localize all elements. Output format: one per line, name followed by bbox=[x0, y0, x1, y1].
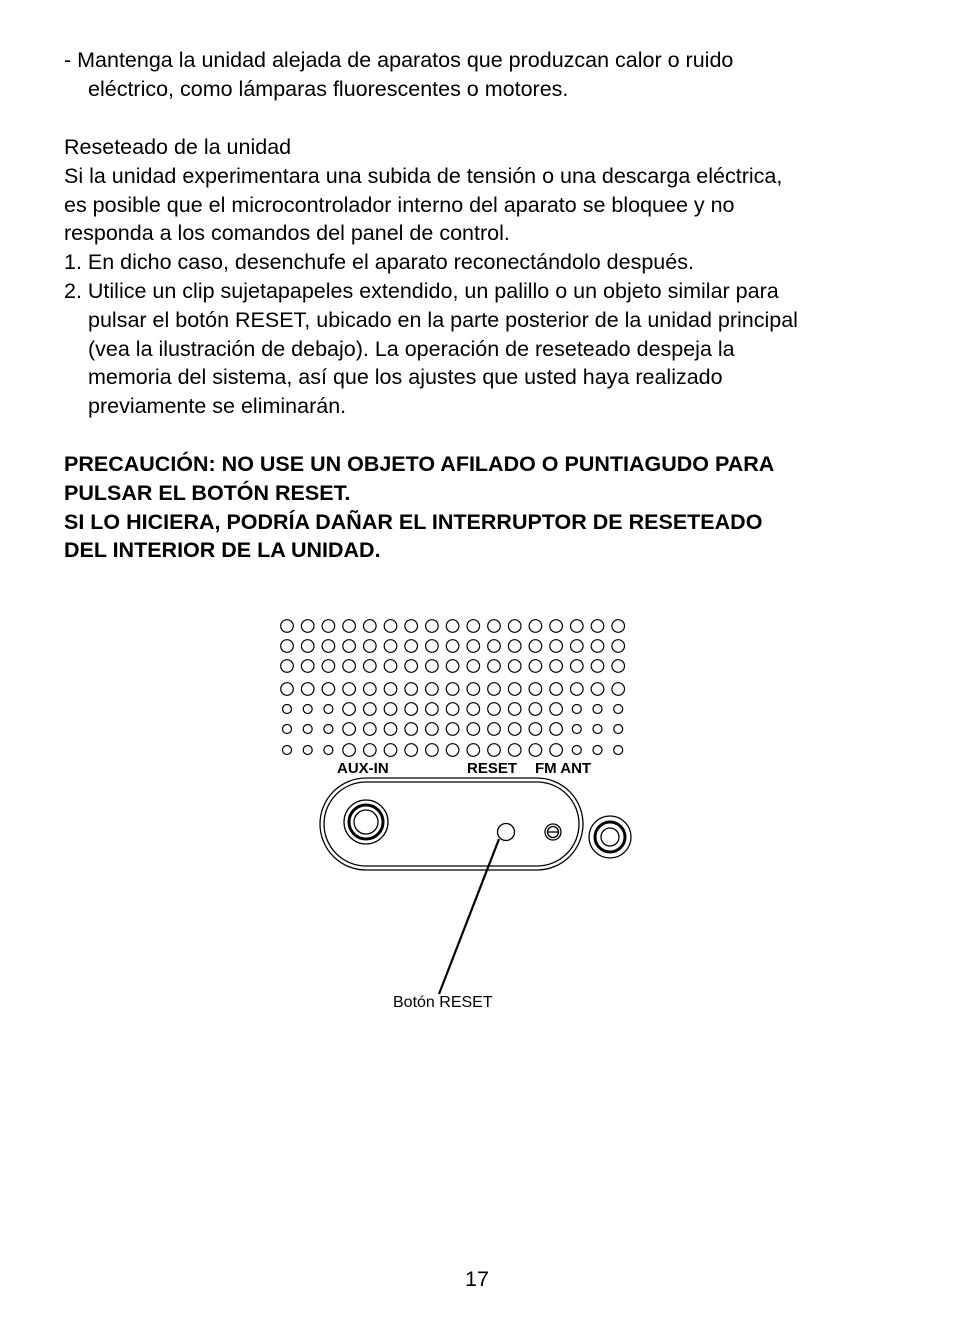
grille-hole bbox=[488, 703, 501, 716]
grille-hole bbox=[283, 705, 292, 714]
grille-hole bbox=[467, 703, 480, 716]
reset-paragraph-line: es posible que el microcontrolador interno del aparato se bloquee y no bbox=[64, 193, 735, 217]
grille-hole bbox=[446, 660, 459, 673]
grille-hole bbox=[572, 705, 581, 714]
grille-hole bbox=[343, 703, 356, 716]
grille-hole bbox=[508, 640, 521, 653]
grille-hole bbox=[529, 660, 542, 673]
grille-hole bbox=[467, 683, 480, 696]
reset-label: RESET bbox=[467, 760, 518, 777]
step-2-line: memoria del sistema, así que los ajustes que usted haya realizado bbox=[88, 365, 723, 389]
grille-hole bbox=[467, 640, 480, 653]
reset-callout-label: Botón RESET bbox=[393, 994, 493, 1011]
speaker-grille bbox=[281, 620, 625, 757]
grille-hole bbox=[426, 723, 439, 736]
grille-hole bbox=[405, 703, 418, 716]
grille-hole bbox=[384, 723, 397, 736]
reset-paragraph-line: responda a los comandos del panel de control. bbox=[64, 221, 510, 245]
step-2-line: pulsar el botón RESET, ubicado en la parte posterior de la unidad principal bbox=[88, 308, 798, 332]
grille-hole bbox=[426, 640, 439, 653]
caution-line: SI LO HICIERA, PODRÍA DAÑAR EL INTERRUPTOR DE RESETEADO bbox=[64, 510, 763, 534]
grille-hole bbox=[612, 640, 625, 653]
grille-hole bbox=[572, 725, 581, 734]
grille-hole bbox=[343, 620, 356, 633]
grille-hole bbox=[364, 660, 377, 673]
grille-hole bbox=[508, 620, 521, 633]
step-2-line: previamente se eliminarán. bbox=[88, 394, 347, 418]
grille-hole bbox=[550, 703, 563, 716]
grille-hole bbox=[488, 723, 501, 736]
grille-hole bbox=[364, 744, 377, 757]
grille-hole bbox=[283, 725, 292, 734]
caution-line: PULSAR EL BOTÓN RESET. bbox=[64, 481, 351, 505]
grille-hole bbox=[488, 660, 501, 673]
grille-hole bbox=[281, 640, 294, 653]
grille-hole bbox=[467, 744, 480, 757]
step-2-line: 2. Utilice un clip sujetapapeles extendido, un palillo o un objeto similar para bbox=[64, 279, 779, 303]
grille-hole bbox=[488, 620, 501, 633]
grille-hole bbox=[488, 683, 501, 696]
grille-hole bbox=[529, 723, 542, 736]
grille-hole bbox=[612, 620, 625, 633]
step-1: 1. En dicho caso, desenchufe el aparato reconectándolo después. bbox=[64, 250, 694, 274]
grille-hole bbox=[550, 640, 563, 653]
reset-heading: Reseteado de la unidad bbox=[64, 135, 292, 159]
grille-hole bbox=[426, 744, 439, 757]
grille-hole bbox=[446, 723, 459, 736]
grille-hole bbox=[572, 746, 581, 755]
grille-hole bbox=[550, 723, 563, 736]
grille-hole bbox=[324, 705, 333, 714]
grille-hole bbox=[467, 620, 480, 633]
grille-hole bbox=[343, 723, 356, 736]
grille-hole bbox=[508, 683, 521, 696]
grille-hole bbox=[426, 620, 439, 633]
grille-hole bbox=[405, 683, 418, 696]
grille-hole bbox=[426, 660, 439, 673]
grille-hole bbox=[571, 640, 584, 653]
grille-hole bbox=[384, 744, 397, 757]
grille-hole bbox=[384, 703, 397, 716]
aux-in-label: AUX-IN bbox=[337, 760, 389, 777]
fm-ant-screw bbox=[545, 824, 561, 840]
grille-hole bbox=[405, 723, 418, 736]
grille-hole bbox=[571, 660, 584, 673]
grille-hole bbox=[550, 683, 563, 696]
grille-hole bbox=[384, 683, 397, 696]
intro-line-1: - Mantenga la unidad alejada de aparatos que produzcan calor o ruido bbox=[64, 48, 734, 72]
grille-hole bbox=[446, 640, 459, 653]
fm-ant-connector bbox=[589, 816, 631, 858]
grille-hole bbox=[364, 723, 377, 736]
grille-hole bbox=[614, 705, 623, 714]
grille-hole bbox=[529, 703, 542, 716]
grille-hole bbox=[591, 683, 604, 696]
grille-hole bbox=[303, 725, 312, 734]
rear-panel-diagram bbox=[270, 605, 650, 1025]
grille-hole bbox=[364, 683, 377, 696]
reset-button-hole[interactable] bbox=[498, 824, 515, 841]
grille-hole bbox=[301, 660, 314, 673]
grille-hole bbox=[591, 660, 604, 673]
caution-line: DEL INTERIOR DE LA UNIDAD. bbox=[64, 538, 381, 562]
grille-hole bbox=[281, 620, 294, 633]
grille-hole bbox=[612, 683, 625, 696]
caution-line: PRECAUCIÓN: NO USE UN OBJETO AFILADO O PUNTIAGUDO PARA bbox=[64, 452, 775, 476]
grille-hole bbox=[343, 660, 356, 673]
grille-hole bbox=[550, 660, 563, 673]
grille-hole bbox=[593, 705, 602, 714]
grille-hole bbox=[426, 703, 439, 716]
grille-hole bbox=[405, 620, 418, 633]
grille-hole bbox=[529, 744, 542, 757]
grille-hole bbox=[508, 660, 521, 673]
grille-hole bbox=[364, 640, 377, 653]
grille-hole bbox=[488, 640, 501, 653]
grille-hole bbox=[426, 683, 439, 696]
grille-hole bbox=[467, 660, 480, 673]
grille-hole bbox=[508, 723, 521, 736]
jack-panel bbox=[320, 778, 583, 870]
grille-hole bbox=[324, 746, 333, 755]
reset-callout-line bbox=[439, 839, 499, 994]
grille-hole bbox=[384, 620, 397, 633]
grille-hole bbox=[343, 683, 356, 696]
aux-in-jack bbox=[344, 800, 388, 844]
grille-hole bbox=[550, 620, 563, 633]
page-number: 17 bbox=[465, 1267, 489, 1291]
grille-hole bbox=[281, 660, 294, 673]
grille-hole bbox=[488, 744, 501, 757]
grille-hole bbox=[343, 744, 356, 757]
grille-hole bbox=[384, 640, 397, 653]
grille-hole bbox=[446, 683, 459, 696]
grille-hole bbox=[322, 620, 335, 633]
step-2-line: (vea la ilustración de debajo). La operación de reseteado despeja la bbox=[88, 337, 735, 361]
grille-hole bbox=[612, 660, 625, 673]
grille-hole bbox=[303, 746, 312, 755]
grille-hole bbox=[446, 620, 459, 633]
grille-hole bbox=[322, 683, 335, 696]
grille-hole bbox=[281, 683, 294, 696]
grille-hole bbox=[303, 705, 312, 714]
grille-hole bbox=[364, 620, 377, 633]
grille-hole bbox=[571, 620, 584, 633]
grille-hole bbox=[384, 660, 397, 673]
grille-hole bbox=[405, 640, 418, 653]
grille-hole bbox=[591, 620, 604, 633]
grille-hole bbox=[529, 640, 542, 653]
grille-hole bbox=[529, 683, 542, 696]
grille-hole bbox=[508, 703, 521, 716]
intro-line-2: eléctrico, como lámparas fluorescentes o motores. bbox=[88, 77, 569, 101]
grille-hole bbox=[593, 746, 602, 755]
grille-hole bbox=[405, 744, 418, 757]
grille-hole bbox=[301, 620, 314, 633]
grille-hole bbox=[343, 640, 356, 653]
fm-ant-label: FM ANT bbox=[535, 760, 592, 777]
grille-hole bbox=[364, 703, 377, 716]
grille-hole bbox=[322, 660, 335, 673]
grille-hole bbox=[591, 640, 604, 653]
grille-hole bbox=[508, 744, 521, 757]
grille-hole bbox=[550, 744, 563, 757]
grille-hole bbox=[614, 746, 623, 755]
grille-hole bbox=[614, 725, 623, 734]
grille-hole bbox=[301, 683, 314, 696]
grille-hole bbox=[283, 746, 292, 755]
grille-hole bbox=[301, 640, 314, 653]
grille-hole bbox=[571, 683, 584, 696]
grille-hole bbox=[593, 725, 602, 734]
grille-hole bbox=[324, 725, 333, 734]
reset-paragraph-line: Si la unidad experimentara una subida de tensión o una descarga eléctrica, bbox=[64, 164, 783, 188]
grille-hole bbox=[467, 723, 480, 736]
grille-hole bbox=[529, 620, 542, 633]
grille-hole bbox=[446, 703, 459, 716]
grille-hole bbox=[322, 640, 335, 653]
grille-hole bbox=[446, 744, 459, 757]
grille-hole bbox=[405, 660, 418, 673]
